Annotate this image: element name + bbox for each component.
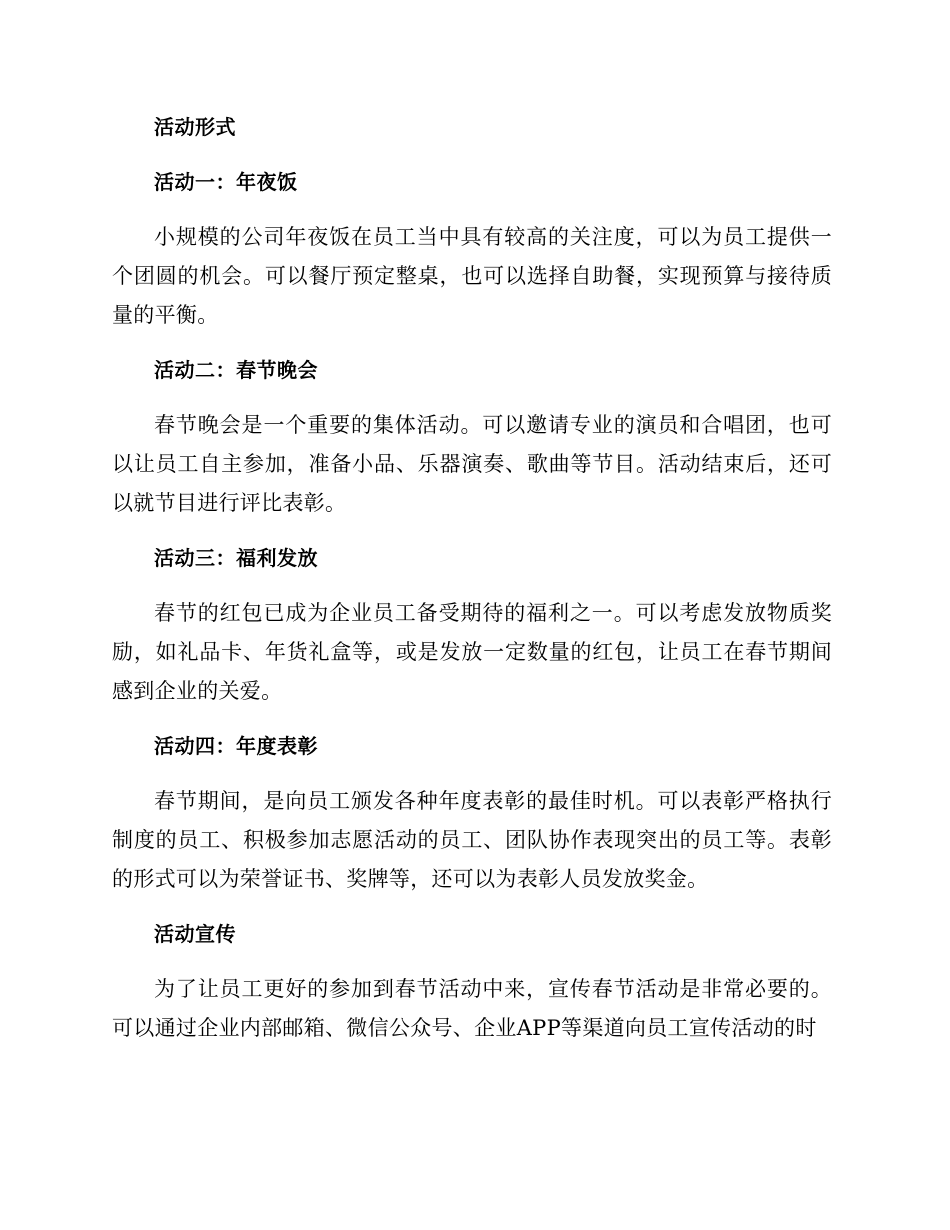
section-heading-promotion: 活动宣传 (154, 922, 236, 946)
section-heading-activity-format: 活动形式 (154, 115, 236, 139)
paragraph-promotion: 为了让员工更好的参加到春节活动中来，宣传春节活动是非常必要的。可以通过企业内部邮箱、微信公众号、企业APP等渠道向员工宣传活动的时 (112, 977, 832, 1040)
paragraph-activity-2: 春节晚会是一个重要的集体活动。可以邀请专业的演员和合唱团，也可以让员工自主参加，准备小品、乐器演奏、歌曲等节目。活动结束后，还可以就节目进行评比表彰。 (112, 413, 832, 515)
section-heading-activity-2: 活动二：春节晚会 (154, 358, 318, 382)
paragraph-activity-3: 春节的红包已成为企业员工备受期待的福利之一。可以考虑发放物质奖励，如礼品卡、年货礼盒等，或是发放一定数量的红包，让员工在春节期间感到企业的关爱。 (112, 601, 832, 703)
paragraph-activity-1: 小规模的公司年夜饭在员工当中具有较高的关注度，可以为员工提供一个团圆的机会。可以餐厅预定整桌，也可以选择自助餐，实现预算与接待质量的平衡。 (112, 225, 832, 327)
document-body (112, 108, 832, 1064)
section-heading-activity-4: 活动四：年度表彰 (154, 734, 318, 758)
section-heading-activity-1: 活动一：年夜饭 (154, 170, 298, 194)
paragraph-activity-4: 春节期间，是向员工颁发各种年度表彰的最佳时机。可以表彰严格执行制度的员工、积极参加志愿活动的员工、团队协作表现突出的员工等。表彰的形式可以为荣誉证书、奖牌等，还可以为表彰人员发放奖金。 (112, 789, 832, 891)
section-heading-activity-3: 活动三：福利发放 (154, 546, 318, 570)
